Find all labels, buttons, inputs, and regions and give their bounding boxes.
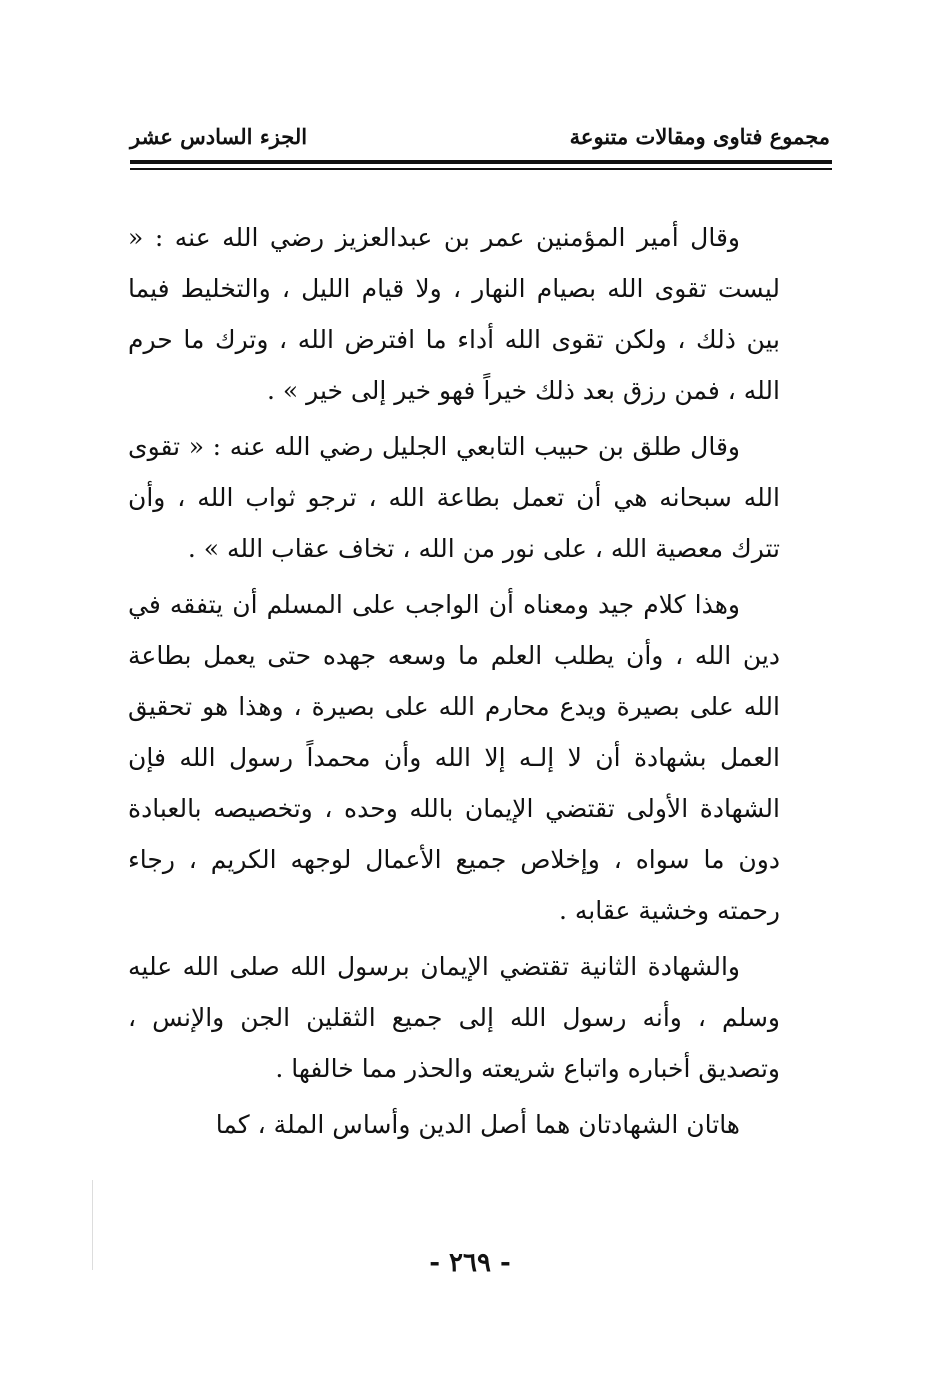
paragraph-2: وقال طلق بن حبيب التابعي الجليل رضي الله عنه : « تقوى الله سبحانه هي أن تعمل بطاعة الله ، ترجو ثواب الله ، وأن تترك معصية الله ، على نور من الله ، تخاف عقاب الله » .	[128, 432, 780, 563]
header-rule-thin	[130, 168, 832, 170]
book-title: مجموع فتاوى ومقالات متنوعة	[569, 123, 830, 149]
header-rule-thick	[130, 160, 832, 164]
paragraph-3: وهذا كلام جيد ومعناه أن الواجب على المسلم أن يتفقه في دين الله ، وأن يطلب العلم ما وسعه جهده حتى يعمل بطاعة الله على بصيرة ويدع محارم الله على بصيرة ، وهذا هو تحقيق العمل بشهادة أن لا إلـه إلا الله وأن محمداً رسول الله فإن الشهادة الأولى تقتضي الإيمان بالله وحده ، وتخصيصه بالعبادة دون ما سواه ، وإخلاص جميع الأعمال لوجهه الكريم ، رجاء رحمته وخشية عقابه .	[128, 590, 780, 925]
paragraph-5: هاتان الشهادتان هما أصل الدين وأساس الملة ، كما	[215, 1110, 740, 1139]
volume-label: الجزء السادس عشر	[130, 123, 308, 149]
paragraph-4: والشهادة الثانية تقتضي الإيمان برسول الله صلى الله عليه وسلم ، وأنه رسول الله إلى جميع الثقلين الجن والإنس ، وتصديق أخباره واتباع شريعته والحذر مما خالفها .	[128, 952, 780, 1083]
paragraph-1: وقال أمير المؤمنين عمر بن عبدالعزيز رضي الله عنه : « ليست تقوى الله بصيام النهار ، ولا قيام الليل ، والتخليط فيما بين ذلك ، ولكن تقوى الله أداء ما افترض الله ، وترك ما حرم الله ، فمن رزق بعد ذلك خيراً فهو خير إلى خير » .	[128, 223, 780, 405]
body-text	[128, 212, 780, 1155]
running-header	[130, 118, 830, 154]
scan-edge-line	[92, 1180, 93, 1270]
page-number: - ٢٦٩ -	[429, 1248, 511, 1278]
